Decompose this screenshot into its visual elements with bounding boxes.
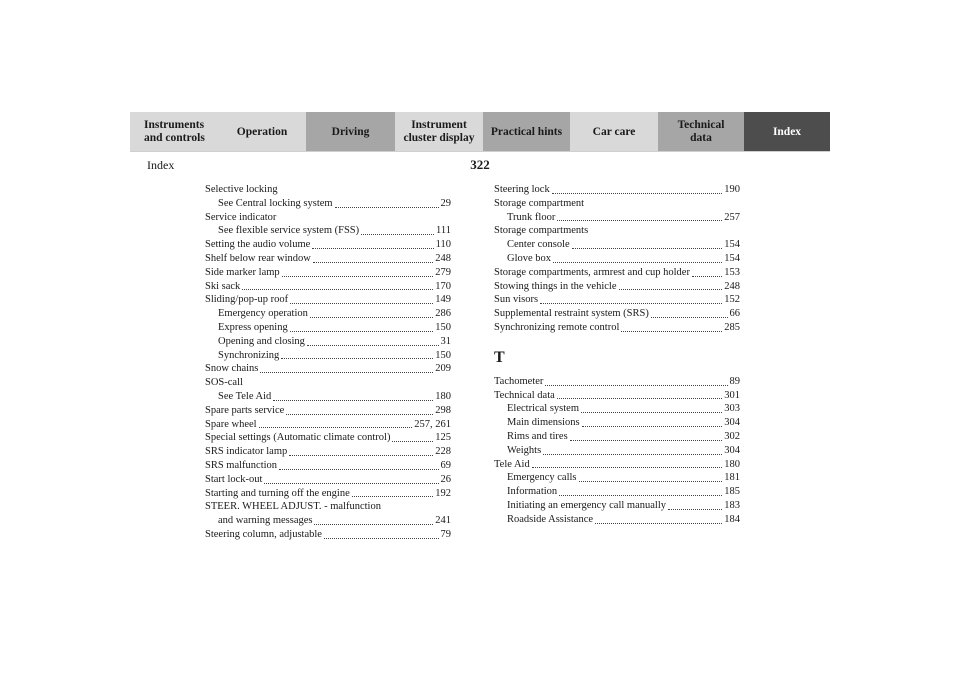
entry-page-number[interactable]: 257, 261: [414, 418, 451, 430]
dot-leader: [281, 358, 433, 359]
entry-term: Snow chains: [205, 363, 259, 375]
index-entry[interactable]: [494, 402, 740, 416]
entry-term: STEER. WHEEL ADJUST. - malfunction: [205, 501, 381, 513]
entry-page-number[interactable]: 26: [440, 473, 451, 485]
index-entry[interactable]: [494, 307, 740, 321]
dot-leader: [273, 400, 433, 401]
entry-term: Storage compartments: [494, 225, 589, 237]
dot-leader: [668, 509, 722, 510]
entry-term: Opening and closing: [218, 335, 305, 347]
entry-term: Trunk floor: [507, 211, 556, 223]
dot-leader: [692, 276, 722, 277]
index-entry[interactable]: [494, 224, 740, 238]
page-number: 322: [470, 157, 490, 172]
entry-term: Express opening: [218, 321, 288, 333]
entry-page-number[interactable]: 150: [435, 349, 451, 361]
entry-page-number[interactable]: 279: [435, 266, 451, 278]
index-entry[interactable]: [205, 280, 451, 294]
index-entry[interactable]: [205, 404, 451, 418]
index-column-right: [494, 183, 740, 527]
entry-term: Electrical system: [507, 403, 580, 415]
entry-page-number[interactable]: 183: [724, 499, 740, 511]
entry-page-number[interactable]: 89: [729, 375, 740, 387]
tab-practical-hints[interactable]: Practical hints: [483, 112, 570, 152]
entry-page-number[interactable]: 241: [435, 515, 451, 527]
index-entry[interactable]: [205, 349, 451, 363]
index-entry[interactable]: [205, 487, 451, 501]
dot-leader: [282, 276, 434, 277]
index-entry[interactable]: [494, 513, 740, 527]
dot-leader: [543, 454, 722, 455]
dot-leader: [582, 426, 723, 427]
dot-leader: [313, 262, 433, 263]
entry-page-number[interactable]: 154: [724, 239, 740, 251]
entry-term: SRS malfunction: [205, 459, 278, 471]
entry-term: Side marker lamp: [205, 266, 280, 278]
index-letter-heading: T: [494, 348, 505, 366]
entry-term: Spare parts service: [205, 404, 285, 416]
entry-term: Setting the audio volume: [205, 239, 311, 251]
dot-leader: [557, 220, 722, 221]
entry-page-number[interactable]: 302: [724, 430, 740, 442]
tab-car-care[interactable]: Car care: [570, 112, 658, 152]
dot-leader: [532, 467, 723, 468]
entry-page-number[interactable]: 301: [724, 389, 740, 401]
dot-leader: [552, 193, 723, 194]
section-tab-bar: [130, 112, 830, 152]
entry-term: Supplemental restraint system (SRS): [494, 308, 649, 320]
tab-driving[interactable]: Driving: [306, 112, 395, 152]
dot-leader: [581, 412, 722, 413]
entry-term: See Central locking system: [218, 197, 333, 209]
index-entry[interactable]: [494, 293, 740, 307]
dot-leader: [392, 441, 433, 442]
dot-leader: [314, 524, 433, 525]
entry-page-number[interactable]: 181: [724, 472, 740, 484]
dot-leader: [312, 248, 433, 249]
entry-page-number[interactable]: 285: [724, 321, 740, 333]
index-entry[interactable]: [494, 252, 740, 266]
entry-term: Start lock-out: [205, 473, 263, 485]
entry-page-number[interactable]: 257: [724, 211, 740, 223]
index-entry[interactable]: [205, 224, 451, 238]
dot-leader: [545, 385, 727, 386]
entry-term: Ski sack: [205, 280, 241, 292]
index-entry[interactable]: [494, 416, 740, 430]
entry-term: Sliding/pop-up roof: [205, 294, 289, 306]
index-entry[interactable]: [494, 183, 740, 197]
tab-index[interactable]: Index: [744, 112, 830, 152]
entry-term: Steering column, adjustable: [205, 528, 322, 540]
entry-term: Synchronizing: [218, 349, 280, 361]
index-entry[interactable]: [205, 514, 451, 528]
entry-page-number[interactable]: 150: [435, 321, 451, 333]
index-entry[interactable]: [494, 211, 740, 225]
entry-page-number[interactable]: 79: [440, 528, 451, 540]
entry-page-number[interactable]: 303: [724, 403, 740, 415]
entry-term: SOS-call: [205, 377, 243, 389]
entry-page-number[interactable]: 180: [724, 458, 740, 470]
index-entry[interactable]: [205, 307, 451, 321]
entry-term: Emergency operation: [218, 308, 308, 320]
dot-leader: [289, 455, 433, 456]
entry-term: Roadside Assistance: [507, 513, 594, 525]
dot-leader: [335, 207, 439, 208]
index-column-left: [205, 183, 451, 542]
entry-page-number[interactable]: 286: [435, 308, 451, 320]
entry-page-number[interactable]: 180: [435, 390, 451, 402]
index-entry[interactable]: [494, 197, 740, 211]
entry-term: See flexible service system (FSS): [218, 225, 360, 237]
dot-leader: [619, 289, 723, 290]
index-entry[interactable]: [205, 183, 451, 197]
entry-term: Rims and tires: [507, 430, 568, 442]
index-entry[interactable]: [494, 485, 740, 499]
entry-term: Center console: [507, 239, 570, 251]
entry-page-number[interactable]: 170: [435, 280, 451, 292]
index-entry[interactable]: [494, 471, 740, 485]
entry-term: Service indicator: [205, 211, 277, 223]
dot-leader: [286, 414, 433, 415]
entry-term: Spare wheel: [205, 418, 257, 430]
entry-page-number[interactable]: 190: [724, 184, 740, 195]
dot-leader: [570, 440, 723, 441]
index-entry[interactable]: [494, 266, 740, 280]
entry-page-number[interactable]: 209: [435, 363, 451, 375]
entry-page-number[interactable]: 110: [435, 239, 451, 251]
entry-term: Shelf below rear window: [205, 252, 311, 264]
header-divider: [130, 151, 830, 152]
entry-page-number[interactable]: 185: [724, 486, 740, 498]
index-entry[interactable]: [494, 430, 740, 444]
entry-term: Selective locking: [205, 184, 278, 195]
dot-leader: [264, 483, 438, 484]
entry-page-number[interactable]: 304: [724, 417, 740, 429]
dot-leader: [553, 262, 722, 263]
index-entry[interactable]: [205, 293, 451, 307]
entry-page-number[interactable]: 153: [724, 266, 740, 278]
index-entry[interactable]: [205, 321, 451, 335]
index-entry[interactable]: [205, 528, 451, 542]
index-entry[interactable]: [205, 431, 451, 445]
index-entry[interactable]: [494, 375, 740, 389]
dot-leader: [307, 345, 439, 346]
dot-leader: [361, 234, 434, 235]
dot-leader: [621, 331, 722, 332]
entry-page-number[interactable]: 298: [435, 404, 451, 416]
index-entry[interactable]: [494, 389, 740, 403]
entry-term: Weights: [507, 444, 542, 456]
entry-term: Glove box: [507, 252, 552, 264]
index-entry[interactable]: [205, 197, 451, 211]
tab-technical-data[interactable]: Technical data: [658, 112, 744, 152]
entry-term: Initiating an emergency call manually: [507, 499, 666, 511]
entry-page-number[interactable]: 66: [729, 308, 740, 320]
index-entry[interactable]: [205, 500, 451, 514]
entry-term: Technical data: [494, 389, 555, 401]
entry-term: Information: [507, 486, 558, 498]
entry-page-number[interactable]: 125: [435, 432, 451, 444]
index-entry[interactable]: [494, 321, 740, 335]
index-entry[interactable]: [205, 418, 451, 432]
dot-leader: [651, 317, 728, 318]
dot-leader: [242, 289, 433, 290]
index-entry[interactable]: [205, 362, 451, 376]
entry-page-number[interactable]: 248: [435, 252, 451, 264]
tab-instruments-and-controls[interactable]: Instruments and controls: [130, 112, 218, 152]
entry-page-number[interactable]: 304: [724, 444, 740, 456]
tab-operation[interactable]: Operation: [218, 112, 306, 152]
index-entry[interactable]: [205, 211, 451, 225]
entry-page-number[interactable]: 152: [724, 294, 740, 306]
dot-leader: [352, 496, 434, 497]
dot-leader: [259, 427, 413, 428]
entry-term: Emergency calls: [507, 472, 577, 484]
index-entry[interactable]: [205, 376, 451, 390]
entry-page-number[interactable]: 31: [440, 335, 451, 347]
entry-page-number[interactable]: 111: [436, 225, 451, 237]
index-entry[interactable]: [205, 252, 451, 266]
dot-leader: [290, 303, 433, 304]
entry-page-number[interactable]: 192: [435, 487, 451, 499]
dot-leader: [324, 538, 439, 539]
entry-page-number[interactable]: 154: [724, 252, 740, 264]
dot-leader: [279, 469, 438, 470]
entry-term: Tachometer: [494, 375, 544, 387]
entry-page-number[interactable]: 248: [724, 280, 740, 292]
dot-leader: [579, 481, 723, 482]
dot-leader: [557, 398, 722, 399]
entry-page-number[interactable]: 149: [435, 294, 451, 306]
dot-leader: [540, 303, 722, 304]
entry-term: and warning messages: [218, 515, 313, 527]
entry-page-number[interactable]: 184: [724, 513, 740, 525]
entry-term: Starting and turning off the engine: [205, 487, 350, 499]
dot-leader: [290, 331, 434, 332]
index-entry[interactable]: [494, 499, 740, 513]
entry-page-number[interactable]: 228: [435, 446, 451, 458]
entry-term: Storage compartments, armrest and cup holder: [494, 266, 690, 278]
index-entry[interactable]: [205, 473, 451, 487]
index-entry[interactable]: [205, 390, 451, 404]
dot-leader: [310, 317, 433, 318]
entry-term: Stowing things in the vehicle: [494, 280, 617, 292]
index-entry[interactable]: [494, 238, 740, 252]
dot-leader: [260, 372, 433, 373]
index-entry[interactable]: [205, 238, 451, 252]
entry-term: Storage compartment: [494, 197, 585, 209]
index-entry[interactable]: [494, 458, 740, 472]
index-entry[interactable]: [205, 445, 451, 459]
entry-term: Sun visors: [494, 294, 539, 306]
entry-term: Tele Aid: [494, 458, 530, 470]
index-entry[interactable]: [205, 266, 451, 280]
section-title: Index: [147, 158, 175, 172]
entry-term: SRS indicator lamp: [205, 446, 288, 458]
entry-page-number[interactable]: 29: [440, 197, 451, 209]
dot-leader: [572, 248, 723, 249]
index-entry[interactable]: [205, 335, 451, 349]
dot-leader: [595, 523, 722, 524]
entry-page-number[interactable]: 69: [440, 459, 451, 471]
entry-term: Synchronizing remote control: [494, 321, 620, 333]
entry-term: Steering lock: [494, 184, 550, 195]
entry-term: Main dimensions: [507, 417, 580, 429]
entry-term: See Tele Aid: [218, 390, 272, 402]
dot-leader: [559, 495, 722, 496]
index-entry[interactable]: [205, 459, 451, 473]
index-entry[interactable]: [494, 280, 740, 294]
tab-instrument-cluster-display[interactable]: Instrument cluster display: [395, 112, 483, 152]
index-entry[interactable]: [494, 444, 740, 458]
entry-term: Special settings (Automatic climate control): [205, 432, 391, 444]
